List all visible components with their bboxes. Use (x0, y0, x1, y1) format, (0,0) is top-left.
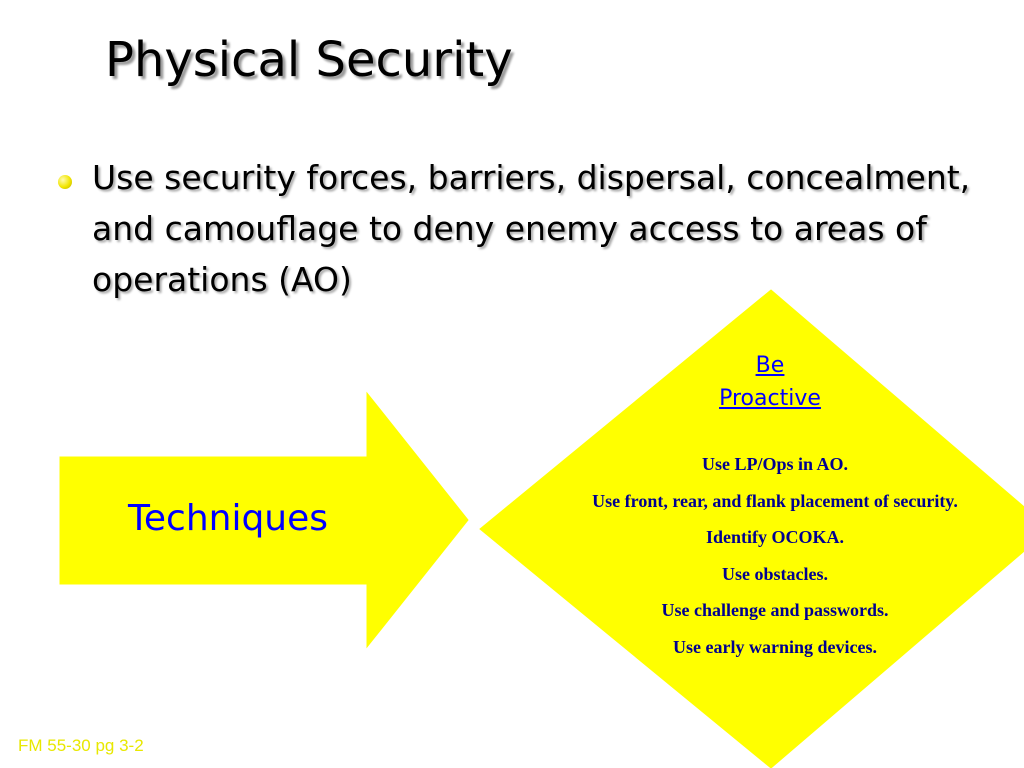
bullet-text: Use security forces, barriers, dispersal, concealment, and camouflage to deny enemy access to areas of operations (AO) (92, 158, 971, 299)
be-proactive-line-1: Be (755, 353, 785, 378)
technique-item: Use front, rear, and flank placement of security. (592, 490, 958, 511)
technique-item: Use challenge and passwords. (661, 600, 889, 621)
footer-reference: FM 55-30 pg 3-2 (18, 736, 144, 755)
slide-title: Physical Security (105, 32, 513, 88)
technique-item: Use LP/Ops in AO. (701, 454, 849, 474)
technique-item: Use obstacles. (722, 563, 828, 584)
techniques-label: Techniques (128, 498, 329, 539)
techniques-list (500, 446, 1024, 666)
be-proactive-line-2: Proactive (719, 386, 821, 411)
technique-item: Use early warning devices. (673, 636, 877, 657)
technique-item: Identify OCOKA. (705, 527, 844, 548)
be-proactive-heading (670, 349, 870, 415)
